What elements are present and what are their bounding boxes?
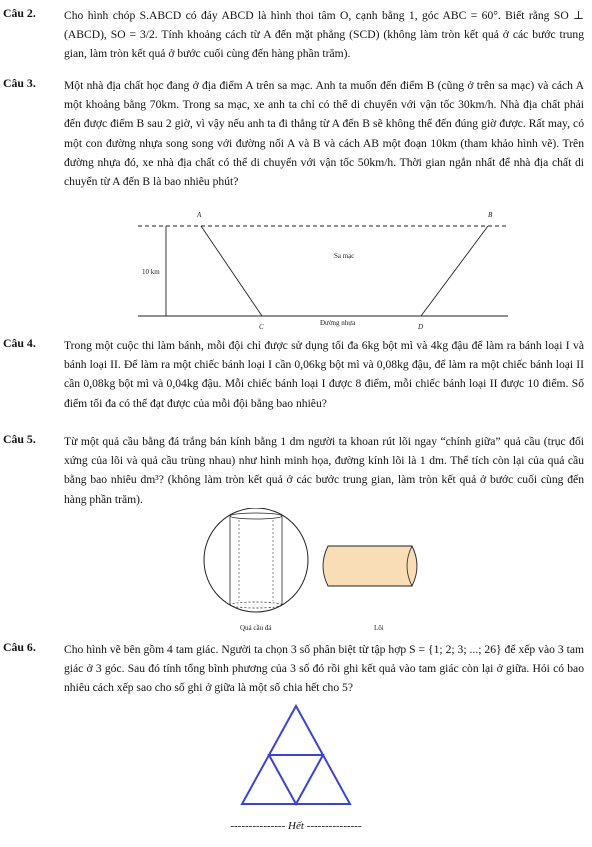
point-c-label: C — [259, 323, 264, 331]
question-label: Câu 3. — [3, 76, 36, 90]
distance-label: 10 km — [142, 268, 160, 276]
question-text: Một nhà địa chất học đang ở địa điểm A trên sa mạc. Anh ta muốn đến điểm B (cũng ở trên sa mạc) và cách A một khoảng bằng 70km. Trong sa mạc, xe anh ta chỉ có thể di chuyển với vận tốc 30km/h. Nhà địa chất phải đến được điểm B sau 2 giờ, vì vậy nếu anh ta đi thẳng từ A đến B sẽ không thể đến đúng giờ được. Rất may, có một con đường nhựa song song với đường nối A và B và cách AB một đoạn 10km (tham khảo hình vẽ). Trên đường nhựa đó, xe nhà địa chất có thể di chuyển với vận tốc 50km/h. Thời gian ngắn nhất để nhà địa chất di chuyển từ A đến B là bao nhiêu phút? — [64, 79, 584, 189]
footer-end-mark: --------------- Hết --------------- — [230, 820, 362, 832]
question-text: Trong một cuộc thi làm bánh, mỗi đội chỉ được sử dụng tối đa 6kg bột mì và 4kg đậu để làm ra bánh loại I và bánh loại II. Để làm ra một chiếc bánh loại I cần 0,06kg bột mì và 0,08kg đậu, để làm ra một chiếc bánh loại II cần 0,08kg bột mì và 0,04kg đậu. Mỗi chiếc bánh loại I được 8 điểm, mỗi chiếc bánh loại II được 10 điểm. Số điểm tối đa có thể đạt được của mỗi đội bằng bao nhiêu? — [64, 339, 584, 410]
point-d-label: D — [418, 323, 424, 331]
question-label: Câu 6. — [3, 640, 36, 654]
question-text: Từ một quả cầu bằng đá trắng bán kính bằng 1 dm người ta khoan rút lõi ngay “chính giữa” quả cầu (trục đối xứng của lõi và quả cầu trùng nhau) như hình minh họa, đường kính lõi là 1 dm. Thể tích còn lại của quả cầu bằng bao nhiêu dm³? (không làm tròn kết quả ở các bước trung gian, làm tròn kết quả ở bước cuối cùng đến hàng phần trăm). — [64, 435, 584, 506]
question-label: Câu 2. — [3, 6, 36, 20]
question-label: Câu 5. — [3, 432, 36, 446]
question-text: Cho hình vẽ bên gồm 4 tam giác. Người ta chọn 3 số phân biệt từ tập hợp S = {1; 2; 3; ...; 26} để xếp vào 3 tam giác ở 3 góc. Sau đó tính tổng bình phương của 3 số đó rồi ghi kết quả vào tam giác còn lại ở giữa. Hỏi có bao nhiêu cách xếp sao cho số ghi ở giữa là một số chia hết cho 5? — [64, 643, 584, 695]
road-label: Đường nhựa — [320, 319, 356, 327]
desert-road-figure — [138, 208, 513, 333]
core-caption: Lõi — [374, 624, 384, 632]
question-text: Cho hình chóp S.ABCD có đáy ABCD là hình thoi tâm O, cạnh bằng 1, góc ABC = 60°. Biết rằng SO ⊥ (ABCD), SO = 3/2. Tính khoảng cách từ A đến mặt phẳng (SCD) (không làm tròn kết quả ở các bước trung gian, làm tròn kết quả ở bước cuối cùng đến hàng phần trăm). — [64, 9, 584, 61]
point-a-label: A — [197, 211, 202, 219]
four-triangles-figure — [240, 704, 352, 810]
question-label: Câu 4. — [3, 336, 36, 350]
sphere-core-figure — [200, 508, 430, 636]
desert-label: Sa mạc — [334, 252, 355, 260]
point-b-label: B — [488, 211, 493, 219]
sphere-caption: Quả cầu đá — [240, 624, 272, 632]
